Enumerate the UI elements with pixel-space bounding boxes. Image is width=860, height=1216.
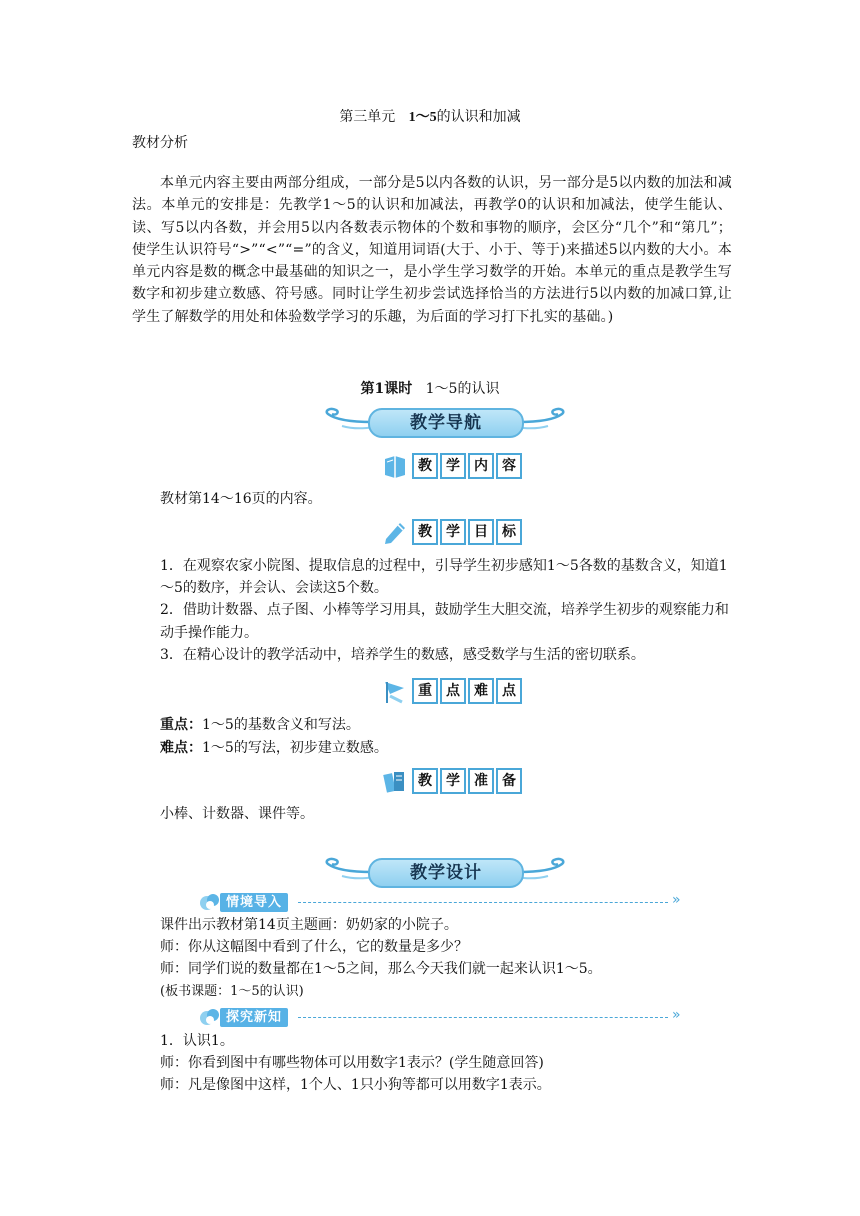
- content-text: 教材第14～16页的内容。: [160, 491, 322, 507]
- tag-label: 探究新知: [220, 1008, 288, 1027]
- intro-lines: [160, 914, 735, 1003]
- section-char: 学: [440, 768, 466, 794]
- flag-icon: [382, 678, 408, 704]
- banner-teaching-nav: [322, 402, 568, 438]
- cloud-icon: [198, 891, 222, 913]
- explore-line: 师：你看到图中有哪些物体可以用数字1表示？(学生随意回答): [160, 1055, 544, 1072]
- tag-label: 情境导入: [220, 893, 288, 912]
- tag-explore-new: [198, 1006, 698, 1030]
- books-icon: [382, 768, 408, 794]
- book-icon: [382, 453, 408, 479]
- explore-line: 师：凡是像图中这样，1个人、1只小狗等都可以用数字1表示。: [160, 1077, 551, 1094]
- difficulty-point: 难点：1～5的写法，初步建立数感。: [160, 740, 388, 756]
- dashed-divider: [298, 1017, 668, 1018]
- dashed-divider: [298, 902, 668, 903]
- pencil-icon: [382, 519, 408, 545]
- banner-label: 教学导航: [368, 408, 524, 438]
- intro-line: 师：你从这幅图中看到了什么，它的数量是多少？: [160, 939, 468, 956]
- goal-item: 1．在观察农家小院图、提取信息的过程中，引导学生初步感知1～5各数的基数含义，知道1～5的数序，并会认、会读这5个数。: [160, 558, 728, 597]
- goal-item: 2．借助计数器、点子图、小棒等学习用具，鼓励学生大胆交流，培养学生初步的观察能力和动手操作能力。: [160, 602, 729, 641]
- explore-line: 1．认识1。: [160, 1033, 234, 1049]
- intro-line: 课件出示教材第14页主题画：奶奶家的小院子。: [160, 917, 458, 933]
- section-char: 教: [412, 768, 438, 794]
- section-char: 教: [412, 519, 438, 545]
- analysis-label: 教材分析: [132, 135, 188, 151]
- section-char: 点: [496, 678, 522, 704]
- prep-text: 小棒、计数器、课件等。: [160, 806, 314, 822]
- intro-line: 师：同学们说的数量都在1～5之间，那么今天我们就一起来认识1～5。: [160, 961, 602, 978]
- key-point: 重点：1～5的基数含义和写法。: [160, 717, 360, 733]
- tag-scenario-intro: [198, 891, 698, 915]
- section-char: 目: [468, 519, 494, 545]
- intro-line: (板书课题：1～5的认识): [160, 983, 304, 999]
- section-char: 准: [468, 768, 494, 794]
- section-char: 学: [440, 519, 466, 545]
- section-char: 重: [412, 678, 438, 704]
- lesson-title: 第1课时 1～5的认识: [360, 381, 500, 397]
- goals-list: [160, 555, 735, 666]
- analysis-paragraph: 本单元内容主要由两部分组成，一部分是5以内各数的认识，另一部分是5以内数的加法和减法。本单元的安排是：先教学1～5的认识和加减法，再教学0的认识和加减法，使学生能认、读、写5以内各数，并会用5以内各数表示物体的个数和事物的顺序，会区分“几个”和“第几”；使学生认识符号“>”“<”“=”的含义，知道用词语(大于、小于、等于)来描述5以内数的大小。本单元内容是数的概念中最基础的知识之一，是小学生学习数学的开始。本单元的重点是教学生写数字和初步建立数感、符号感。同时让学生初步尝试选择恰当的方法进行5以内数的加减口算,让学生了解数学的用处和体验数学学习的乐趣，为后面的学习打下扎实的基础。): [132, 175, 733, 325]
- section-char: 备: [496, 768, 522, 794]
- cloud-icon: [198, 1006, 222, 1028]
- section-char: 内: [468, 453, 494, 479]
- section-char: 难: [468, 678, 494, 704]
- section-char: 点: [440, 678, 466, 704]
- explore-lines: [160, 1030, 735, 1097]
- section-char: 教: [412, 453, 438, 479]
- section-char: 学: [440, 453, 466, 479]
- section-char: 标: [496, 519, 522, 545]
- banner-teaching-design: [322, 852, 568, 888]
- goal-item: 3．在精心设计的教学活动中，培养学生的数感，感受数学与生活的密切联系。: [160, 646, 645, 663]
- double-arrow-icon: »: [672, 892, 681, 908]
- banner-label: 教学设计: [368, 858, 524, 888]
- double-arrow-icon: »: [672, 1007, 681, 1023]
- section-char: 容: [496, 453, 522, 479]
- unit-title: 第三单元 1～5的认识和加减: [339, 109, 521, 125]
